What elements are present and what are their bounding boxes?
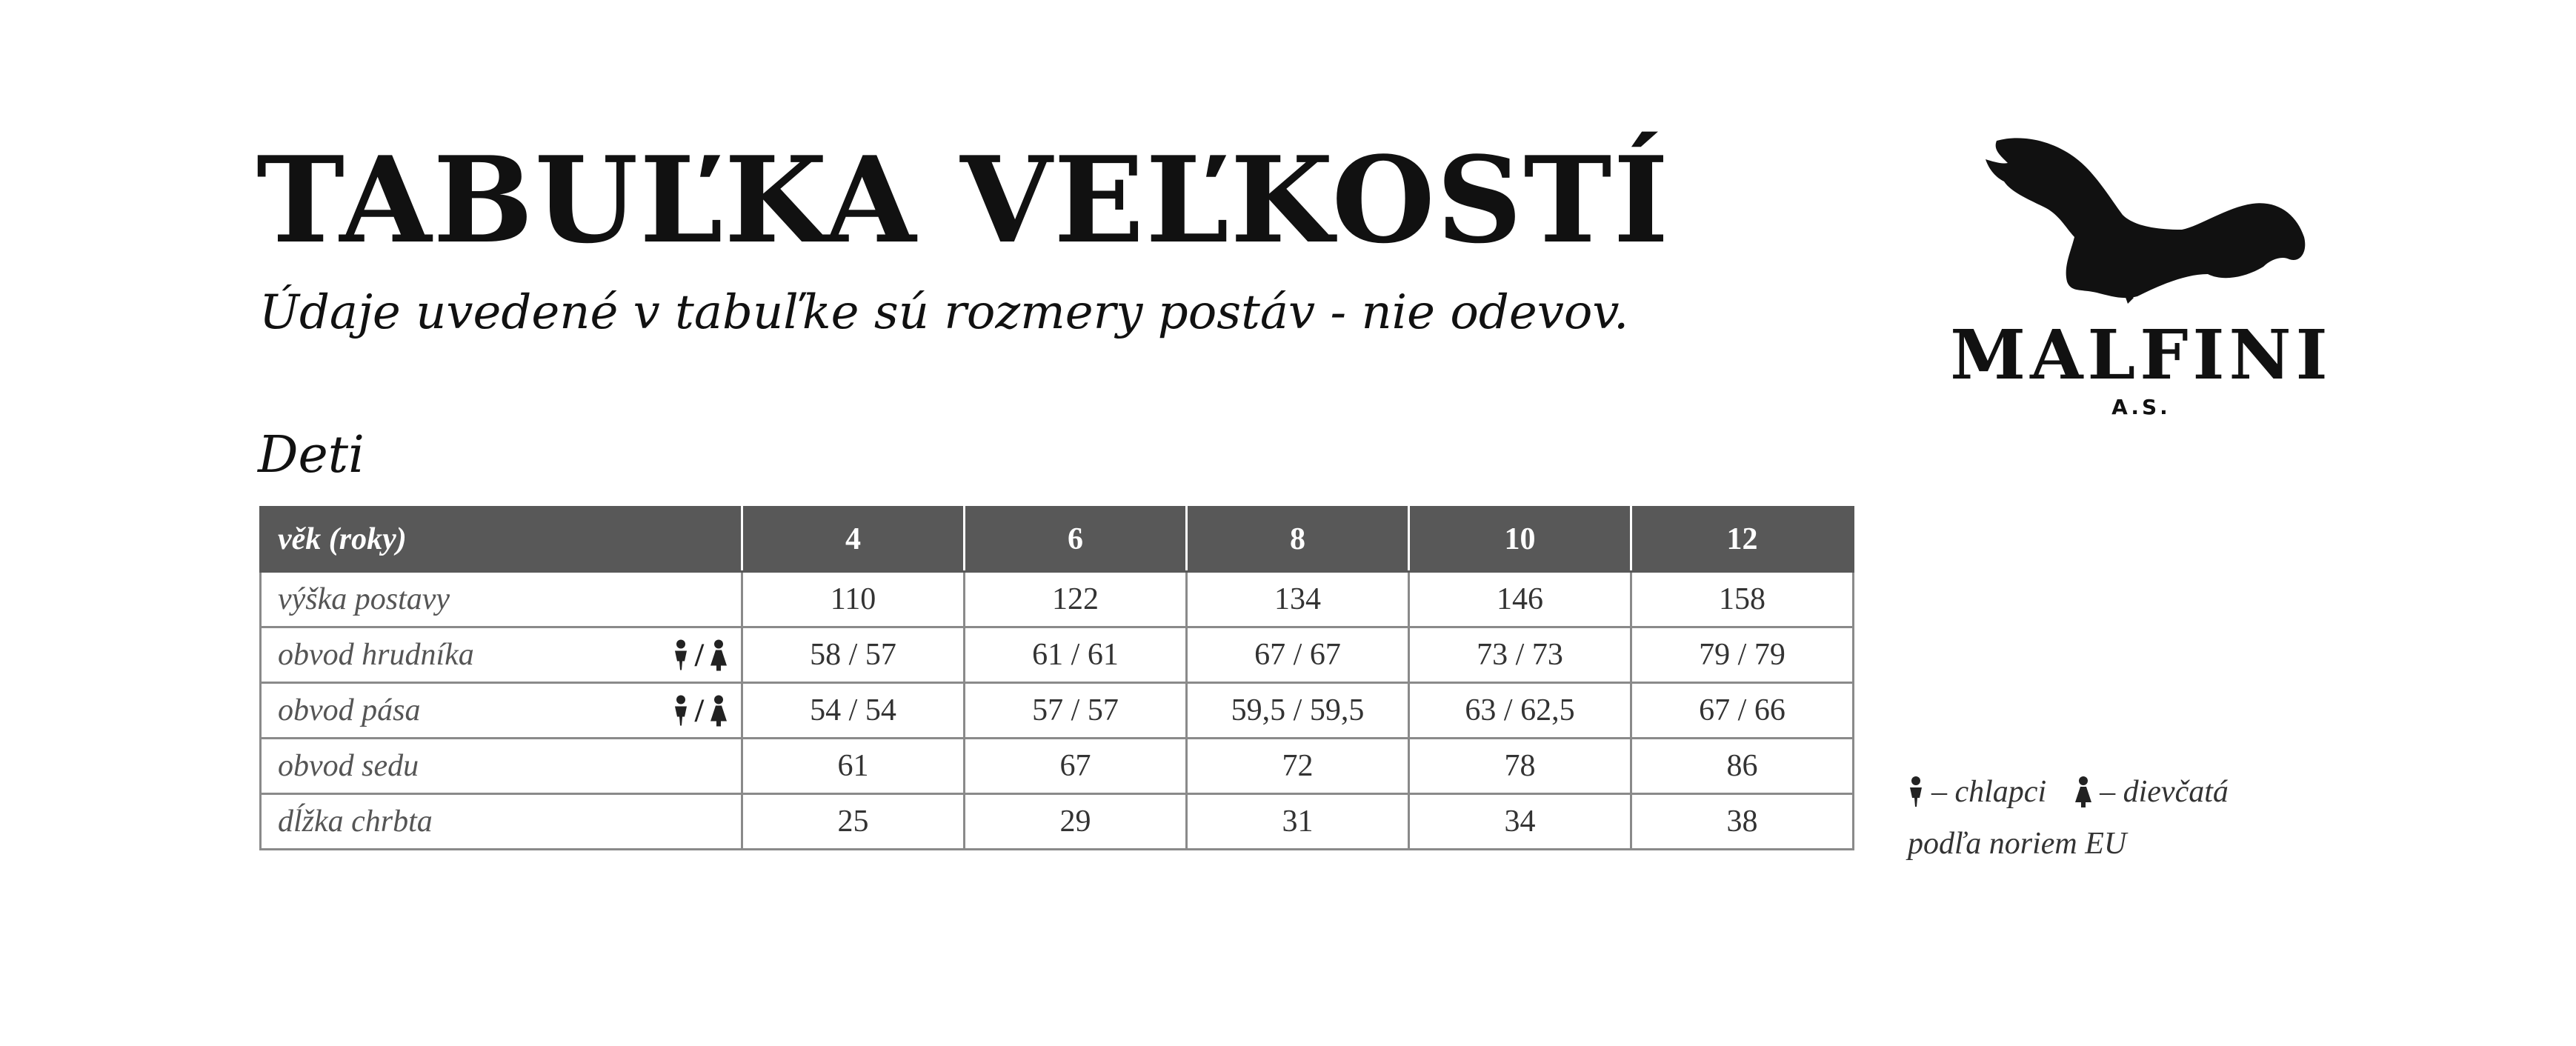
table-row [261,572,1854,627]
legend [1908,774,2229,862]
row-label-text: obvod sedu [278,749,419,783]
page-subtitle: Údaje uvedené v tabuľke sú rozmery postáv - nie odevov. [259,285,1629,340]
girl-icon [710,694,728,727]
row-label-text: obvod pása [278,693,421,727]
girl-icon [710,639,728,671]
brand-name: MALFINI [1950,315,2332,395]
gender-icons [673,692,728,730]
header-cell: 4 [742,507,965,572]
legend-girls: – dievčatá [2100,775,2229,809]
girl-icon [2074,774,2092,810]
size-table [259,506,1854,850]
table-cell: 134 [1187,572,1409,627]
table-row [261,683,1854,739]
gender-icons [673,636,728,674]
table-cell: 67 / 66 [1631,683,1854,739]
slash-separator: / [694,692,704,729]
legend-note: podľa noriem EU [1908,827,2127,861]
table-cell: 34 [1409,794,1631,850]
table-cell: 61 / 61 [965,627,1187,683]
header-cell: 12 [1631,507,1854,572]
header-cell: 8 [1187,507,1409,572]
row-label [261,572,742,627]
row-label [261,739,742,794]
table-cell: 63 / 62,5 [1409,683,1631,739]
row-label [261,794,742,850]
header-cell: 10 [1409,507,1631,572]
table-cell: 29 [965,794,1187,850]
header-cell-age: věk (roky) [261,507,742,572]
legend-boys: – chlapci [1931,775,2047,809]
table-cell: 58 / 57 [742,627,965,683]
row-label [261,683,742,739]
table-cell: 79 / 79 [1631,627,1854,683]
row-label-text: obvod hrudníka [278,638,474,672]
table-cell: 61 [742,739,965,794]
table-header-row [261,507,1854,572]
table-cell: 78 [1409,739,1631,794]
table-cell: 57 / 57 [965,683,1187,739]
table-cell: 158 [1631,572,1854,627]
row-label-text: výška postavy [278,582,450,616]
table-row [261,794,1854,850]
table-cell: 122 [965,572,1187,627]
table-cell: 59,5 / 59,5 [1187,683,1409,739]
header-cell: 6 [965,507,1187,572]
table-cell: 38 [1631,794,1854,850]
row-label-text: dĺžka chrbta [278,805,433,839]
slash-separator: / [694,636,704,673]
table-row [261,627,1854,683]
table-cell: 73 / 73 [1409,627,1631,683]
page-title: TABUĽKA VEĽKOSTÍ [256,130,1671,270]
boy-icon [673,694,689,727]
boy-icon [1908,774,1924,810]
row-label [261,627,742,683]
section-title: Deti [258,426,365,484]
table-cell: 54 / 54 [742,683,965,739]
table-cell: 67 [965,739,1187,794]
table-cell: 31 [1187,794,1409,850]
table-cell: 110 [742,572,965,627]
boy-icon [673,639,689,671]
table-cell: 86 [1631,739,1854,794]
table-row [261,739,1854,794]
table-cell: 72 [1187,739,1409,794]
table-cell: 67 / 67 [1187,627,1409,683]
brand-suffix: A.S. [2111,395,2171,419]
table-cell: 25 [742,794,965,850]
table-cell: 146 [1409,572,1631,627]
